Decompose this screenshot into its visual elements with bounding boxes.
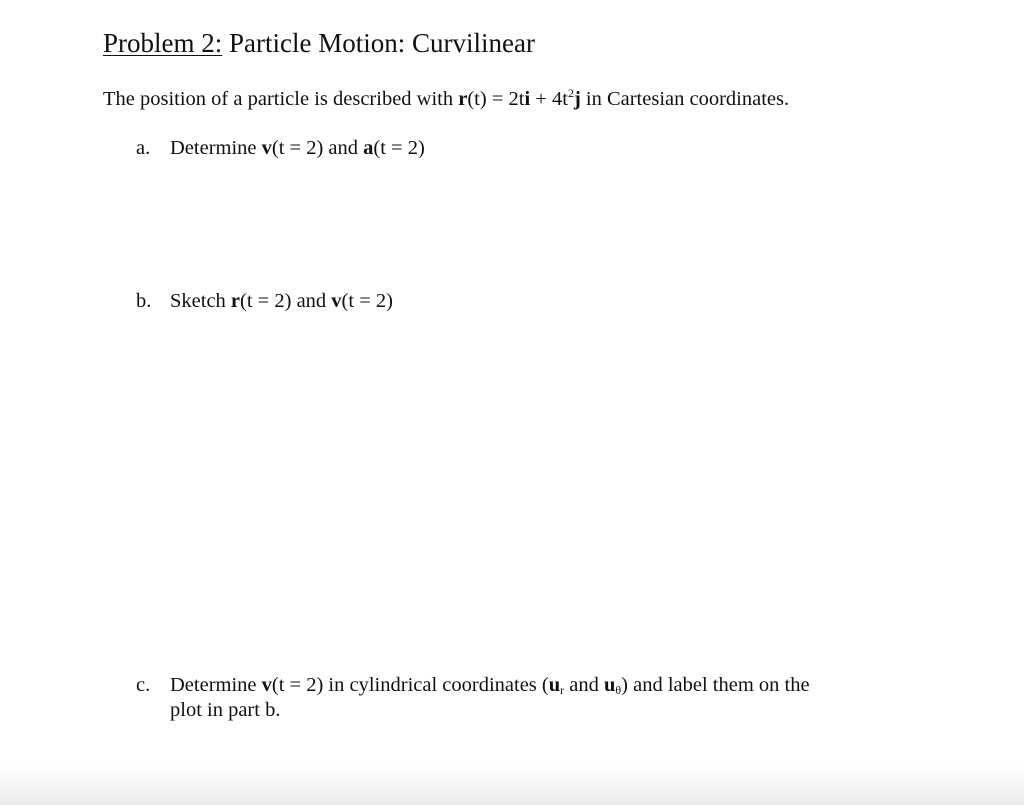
part-b xyxy=(136,289,393,314)
unit-vector-j: j xyxy=(573,88,581,110)
position-vector-symbol: r xyxy=(458,88,468,110)
part-b-letter: b. xyxy=(136,290,152,312)
unit-vector-i: i xyxy=(524,88,531,110)
part-a xyxy=(136,136,425,161)
problem-statement: The position of a particle is described with $r(t) = 2ti + 4t^2j$ in Cartesian coordinates. xyxy=(103,86,790,110)
part-c xyxy=(136,673,810,723)
part-c-text: Determine v(t = 2) in cylindrical coordinates ($u_r$ and $u_\theta$) and label them on the plot in part b. xyxy=(170,674,810,721)
theta-unit-vector: u xyxy=(604,674,616,696)
part-b-text: Sketch r(t = 2) and v(t = 2) xyxy=(170,290,393,312)
part-a-letter: a. xyxy=(136,137,151,159)
part-c-line2: plot in part b. xyxy=(170,699,281,721)
part-c-letter: c. xyxy=(136,674,151,696)
part-a-text: Determine v(t = 2) and a(t = 2) xyxy=(170,137,425,159)
velocity-symbol: v xyxy=(331,290,342,312)
problem-title xyxy=(103,26,535,60)
problem-number: Problem 2: xyxy=(103,28,223,58)
page-bottom-shadow xyxy=(0,767,1024,805)
radial-subscript: r xyxy=(560,683,565,697)
theta-subscript: θ xyxy=(615,683,622,697)
velocity-symbol: v xyxy=(261,137,272,159)
exponent: 2 xyxy=(567,86,574,100)
acceleration-symbol: a xyxy=(363,137,374,159)
position-vector-symbol: r xyxy=(230,290,241,312)
velocity-symbol: v xyxy=(261,674,272,696)
radial-unit-vector: u xyxy=(548,674,561,696)
problem-topic: Particle Motion: Curvilinear xyxy=(222,28,535,58)
